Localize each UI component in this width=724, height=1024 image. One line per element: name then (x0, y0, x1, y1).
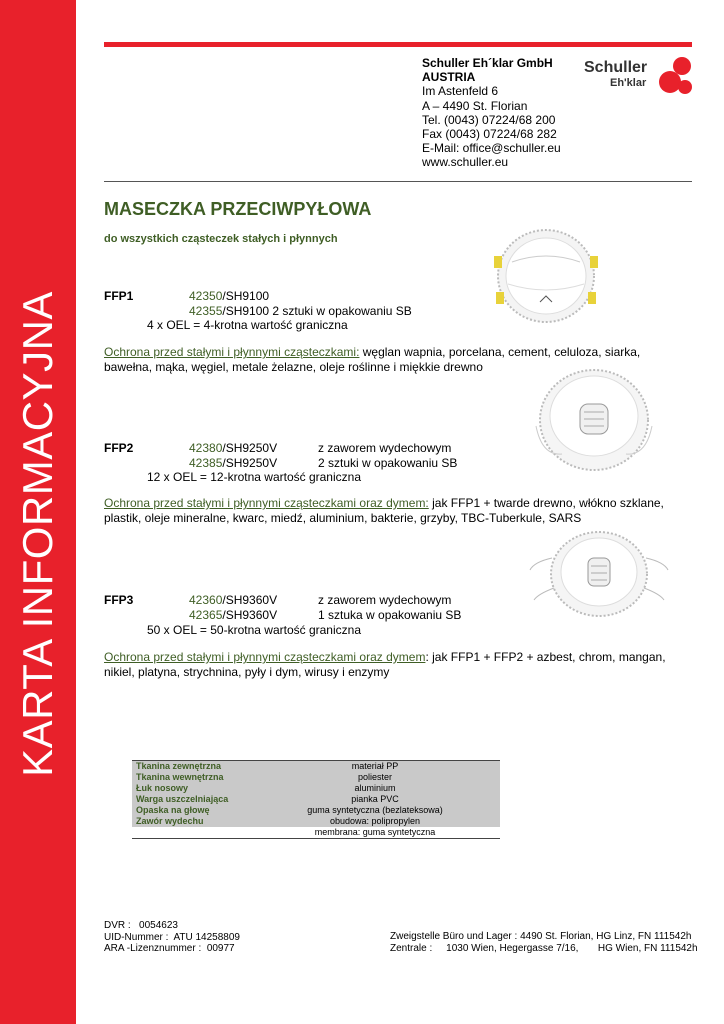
class-label: FFP1 (104, 289, 134, 303)
uid-number: UID-Nummer : ATU 14258809 (104, 931, 240, 943)
mask-ffp1-image (488, 222, 604, 328)
company-web: www.schuller.eu (422, 155, 509, 170)
product-note: 2 sztuki w opakowaniu SB (318, 456, 458, 470)
product-code: 42365 (189, 608, 223, 622)
model: /SH9360V (222, 608, 278, 622)
protection-list: węglan wapnia, porcelana, cement, celuloza, siarka, bawełna, mąka, węgiel, metale żelazne, oleje roślinne i miękkie drewno (104, 345, 641, 374)
sidebar-title: KARTA INFORMACYJNA (14, 291, 61, 777)
product-code-line (189, 608, 277, 622)
hq-info: Zentrale : 1030 Wien, Hegergasse 7/16, HG Wien, FN 111542h (390, 942, 698, 954)
mask-ffp3-valve-image (528, 528, 670, 624)
footer-right (390, 931, 698, 954)
model: /SH9100 (222, 289, 270, 303)
table-row (132, 805, 500, 816)
product-title: MASECZKA PRZECIWPYŁOWA (104, 199, 372, 219)
ara-license: ARA -Lizenznummer : 00977 (104, 943, 235, 954)
model: /SH9360V (222, 593, 278, 607)
dvr: DVR : 0054623 (104, 920, 178, 931)
top-red-bar (104, 42, 692, 47)
product-code-line (189, 593, 277, 607)
company-city: A – 4490 St. Florian (422, 98, 528, 113)
material-value: guma syntetyczna (bezlateksowa) (250, 805, 500, 816)
model: /SH9100 2 sztuki w opakowaniu SB (222, 304, 412, 318)
material-part: Tkanina zewnętrzna (132, 761, 250, 773)
product-note: z zaworem wydechowym (318, 593, 452, 607)
company-fax: Fax (0043) 07224/68 282 (422, 127, 557, 142)
material-value-line: obudowa: polipropylen (329, 816, 421, 826)
company-tel: Tel. (0043) 07224/68 200 (422, 112, 556, 127)
schuller-logo (582, 54, 694, 98)
material-value (250, 816, 500, 839)
material-value: pianka PVC (250, 794, 500, 805)
oel-value: 4 x OEL = 4-krotna wartość graniczna (147, 318, 348, 332)
product-code: 42380 (189, 441, 223, 455)
product-note: z zaworem wydechowym (318, 441, 452, 455)
protection-text (104, 650, 684, 679)
material-value: poliester (250, 772, 500, 783)
product-note: 1 sztuka w opakowaniu SB (318, 608, 462, 622)
company-country: AUSTRIA (422, 70, 476, 85)
protection-text (104, 496, 684, 525)
material-part: Warga uszczelniająca (132, 794, 250, 805)
protection-list: jak FFP1 + twarde drewno, włókno szklane, plastik, oleje mineralne, kwarc, miedź, aluminium, bakterie, grzyby, TBC-Tuberkule, SARS (104, 496, 664, 525)
protection-lead: Ochrona przed stałymi i płynnymi cząsteczkami oraz dymem: (104, 496, 429, 510)
table-row (132, 794, 500, 805)
company-address (422, 56, 561, 170)
class-label: FFP2 (104, 441, 134, 455)
material-part: Łuk nosowy (132, 783, 250, 794)
product-code: 42385 (189, 456, 223, 470)
table-row (132, 816, 500, 839)
header-divider (104, 181, 692, 182)
company-name: Schuller Eh´klar GmbH (422, 56, 553, 70)
protection-list: : jak FFP1 + FFP2 + azbest, chrom, mangan, nikiel, platyna, strychnina, pyły i dym, wirusy i enzymy (104, 650, 666, 679)
oel-value: 50 x OEL = 50-krotna wartość graniczna (147, 623, 361, 637)
table-row (132, 761, 500, 773)
material-part: Opaska na głowę (132, 805, 250, 816)
materials-table (132, 760, 500, 839)
product-code-line (189, 456, 277, 470)
footer-left (104, 920, 240, 955)
material-value-line: membrana: guma syntetyczna (314, 827, 436, 837)
oel-value: 12 x OEL = 12-krotna wartość graniczna (147, 470, 361, 484)
logo-text-1: Schuller (584, 59, 648, 76)
class-label: FFP3 (104, 593, 134, 607)
table-row (132, 772, 500, 783)
product-code: 42360 (189, 593, 223, 607)
material-part: Zawór wydechu (132, 816, 250, 839)
product-code-line (189, 441, 277, 455)
model: /SH9250V (222, 456, 278, 470)
branch-info: Zweigstelle Büro und Lager : 4490 St. Florian, HG Linz, FN 111542h (390, 931, 692, 942)
product-subtitle: do wszystkich cząsteczek stałych i płynnych (104, 233, 338, 245)
product-code-line (189, 304, 412, 318)
protection-lead: Ochrona przed stałymi i płynnymi cząsteczkami oraz dymem (104, 650, 426, 664)
logo-text-2: Eh'klar (610, 77, 647, 89)
protection-lead: Ochrona przed stałymi i płynnymi cząsteczkami: (104, 345, 360, 359)
company-email: E-Mail: office@schuller.eu (422, 141, 561, 156)
mask-ffp2-valve-image (532, 364, 656, 476)
material-value: aluminium (250, 783, 500, 794)
table-row (132, 783, 500, 794)
sidebar-banner (0, 0, 76, 1024)
material-value: materiał PP (250, 761, 500, 773)
model: /SH9250V (222, 441, 278, 455)
product-code: 42350 (189, 289, 223, 303)
protection-text (104, 345, 684, 374)
product-code-line (189, 289, 269, 303)
material-part: Tkanina wewnętrzna (132, 772, 250, 783)
product-code: 42355 (189, 304, 223, 318)
company-street: Im Astenfeld 6 (422, 84, 499, 99)
